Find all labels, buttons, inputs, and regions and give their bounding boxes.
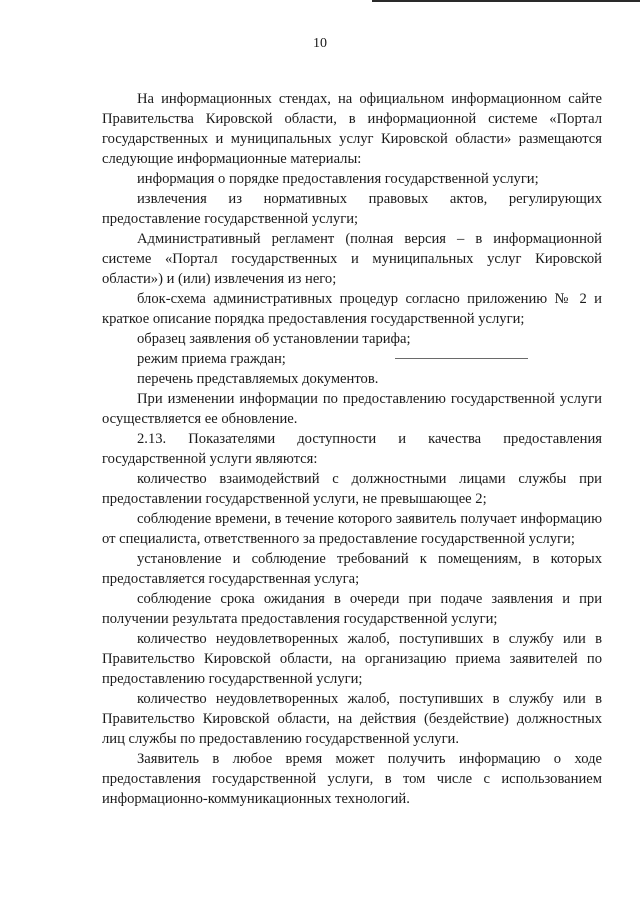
list-item-service-info: информация о порядке предоставления государственной услуги; [137,171,539,187]
section-2-13-heading: 2.13. Показателями доступности и качества предоставления государственной услуги являются: [102,431,602,467]
list-item-documents-list: перечень представляемых документов. [137,371,379,387]
top-edge-rule [372,0,640,2]
paragraph-info-update: При изменении информации по предоставлению государственной услуги осуществляется ее обновление. [102,391,602,427]
document-body [102,89,602,809]
list-item-application-sample: образец заявления об установлении тарифа; [137,331,411,347]
paragraph-progress-info: Заявитель в любое время может получить информацию о ходе предоставления государственной услуги, в том числе с использованием информационно-коммуникационных технологий. [102,751,602,807]
list-item-reception-hours: режим приема граждан; [137,351,286,367]
list-item-regulation: Административный регламент (полная версия – в информационной системе «Портал государственных и муниципальных услуг Кировской области») и (или) извлечения из него; [102,231,602,287]
indicator-time: соблюдение времени, в течение которого заявитель получает информацию от специалиста, ответственного за предоставление государственной услуги; [102,511,602,547]
indicator-complaints-reception: количество неудовлетворенных жалоб, поступивших в службу или в Правительство Кировской области, на организацию приема заявителей по предоставлению государственной услуги; [102,631,602,687]
indicator-interactions: количество взаимодействий с должностными лицами службы при предоставлении государственной услуги, не превышающее 2; [102,471,602,507]
indicator-complaints-actions: количество неудовлетворенных жалоб, поступивших в службу или в Правительство Кировской области, на действия (бездействие) должностных лиц службы по предоставлению государственной услуги. [102,691,602,747]
paragraph-info-stands: На информационных стендах, на официальном информационном сайте Правительства Кировской области, в информационной системе «Портал государственных и муниципальных услуг Кировской области» размещаются следующие информационные материалы: [102,91,602,167]
list-item-legal-extracts: извлечения из нормативных правовых актов, регулирующих предоставление государственной услуги; [102,191,602,227]
list-item-flowchart: блок-схема административных процедур согласно приложению № 2 и краткое описание порядка предоставления государственной услуги; [102,291,602,327]
indicator-queue-time: соблюдение срока ожидания в очереди при подаче заявления и при получении результата предоставления государственной услуги; [102,591,602,627]
indicator-premises: установление и соблюдение требований к помещениям, в которых предоставляется государственная услуга; [102,551,602,587]
page-number: 10 [313,36,327,51]
